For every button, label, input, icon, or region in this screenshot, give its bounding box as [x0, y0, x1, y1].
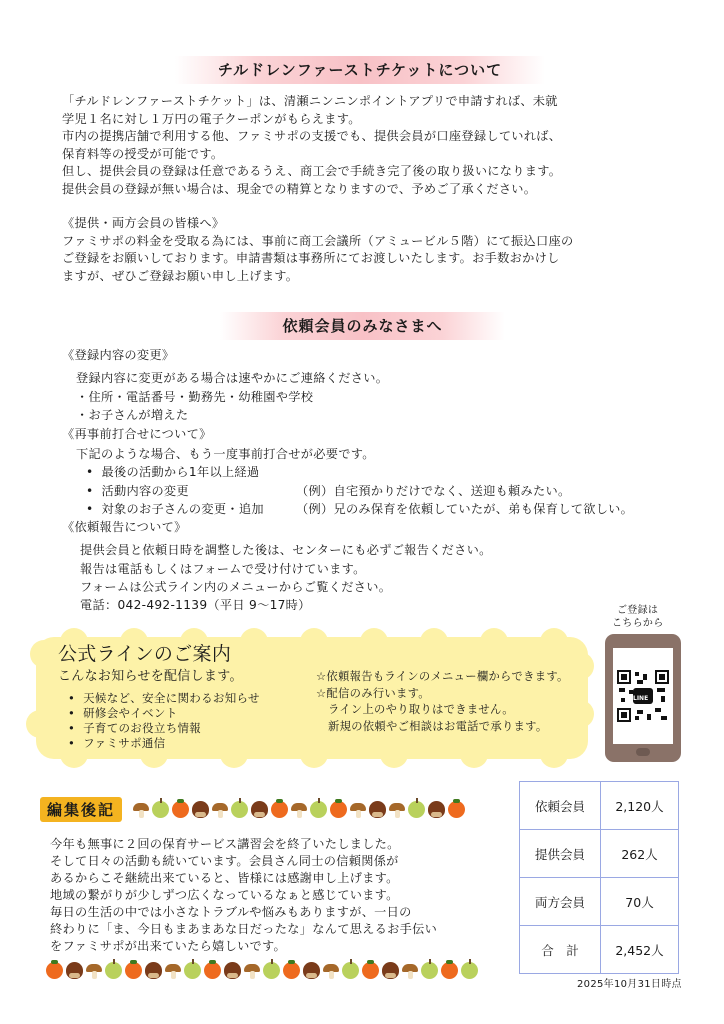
body-line: 保育料等の授受が可能です。: [62, 146, 224, 161]
pear-icon: [342, 962, 359, 979]
phone-qr-graphic: [605, 634, 681, 762]
member-type-label: 提供会員: [520, 830, 601, 878]
line-box-title: 公式ラインのご案内: [58, 643, 232, 665]
member-count-value: 2,120人: [601, 782, 679, 830]
report-line: フォームは公式ライン内のメニューからご覧ください。: [80, 580, 392, 594]
meeting-item: • 活動内容の変更: [86, 483, 189, 499]
mushroom-icon: [350, 801, 366, 818]
line-box-item: • 研修会やイベント: [68, 705, 178, 721]
table-row: [520, 878, 679, 926]
persimmon-icon: [204, 962, 221, 979]
meeting-heading: 《再事前打合せについて》: [62, 427, 212, 441]
report-phone: 電話：042-492-1139（平日 9～17時）: [80, 598, 311, 612]
afterword-line: あるからこそ継続出来ていると、皆様には感謝申し上げます。: [50, 871, 399, 885]
table-row: [520, 782, 679, 830]
chestnut-icon: [251, 801, 268, 818]
qr-caption: ご登録は: [617, 605, 659, 616]
line-box-item: • 天候など、安全に関わるお知らせ: [68, 690, 260, 706]
change-text: 登録内容に変更がある場合は速やかにご連絡ください。: [76, 371, 389, 385]
afterword-line: をファミサポが出来ていたら嬉しいです。: [50, 939, 287, 953]
section-title-children-first: チルドレンファーストチケットについて: [175, 56, 545, 84]
meeting-item-example: （例）自宅預かりだけでなく、送迎も頼みたい。: [296, 484, 571, 498]
member-count-value: 2,452人: [601, 926, 679, 974]
report-line: 提供会員と依頼日時を調整した後は、センターにも必ずご報告ください。: [80, 543, 492, 557]
mushroom-icon: [165, 962, 181, 979]
line-box-note: 新規の依頼やご相談はお電話で承ります。: [328, 720, 548, 733]
chestnut-icon: [369, 801, 386, 818]
body-line: 「チルドレンファーストチケット」は、清瀬ニンニンポイントアプリで申請すれば、未就: [62, 94, 558, 108]
afterword-line: 終わりに「ま、今日もまあまあな日だったな」なんて思えるお手伝い: [50, 922, 438, 936]
pear-icon: [421, 962, 438, 979]
pear-icon: [461, 962, 478, 979]
pear-icon: [231, 801, 248, 818]
section-title-requesting-members: 依頼会員のみなさまへ: [220, 312, 505, 340]
persimmon-icon: [271, 801, 288, 818]
table-row: [520, 830, 679, 878]
chestnut-icon: [428, 801, 445, 818]
pear-icon: [152, 801, 169, 818]
line-box-note: ☆配信のみ行います。: [316, 687, 430, 700]
mushroom-icon: [389, 801, 405, 818]
meeting-text: 下記のような場合、もう一度事前打合せが必要です。: [76, 447, 375, 461]
report-heading: 《依頼報告について》: [62, 520, 187, 534]
body-line: 但し、提供会員の登録は任意であるうえ、商工会で手続き完了後の取り扱いになります。: [62, 164, 562, 178]
note-line: ますが、ぜひご登録お願い申し上げます。: [62, 268, 299, 283]
mushroom-icon: [244, 962, 260, 979]
persimmon-icon: [362, 962, 379, 979]
persimmon-icon: [125, 962, 142, 979]
persimmon-icon: [283, 962, 300, 979]
children-first-body: [62, 93, 692, 285]
line-box-item: • ファミサポ通信: [68, 735, 165, 751]
member-count-table: [519, 781, 679, 974]
chestnut-icon: [192, 801, 209, 818]
chestnut-icon: [145, 962, 162, 979]
afterword-line: 地域の繋がりが少しずつ広くなっているなぁと感じています。: [50, 888, 399, 902]
table-row: [520, 926, 679, 974]
note-line: ご登録をお願いしております。申請書類は事務所にてお渡しいたします。お手数おかけし: [62, 251, 560, 265]
chestnut-icon: [303, 962, 320, 979]
member-type-label: 合 計: [520, 926, 601, 974]
member-count-as-of: 2025年10月31日時点: [577, 979, 682, 990]
body-line: 提供会員の登録が無い場合は、現金での精算となりますので、予めご了承ください。: [62, 181, 537, 196]
phone-button: [636, 748, 650, 756]
note-heading: 《提供・両方会員の皆様へ》: [62, 216, 225, 230]
qr-caption: こちらから: [612, 618, 664, 629]
line-box-note: ライン上のやり取りはできません。: [328, 703, 514, 716]
change-item: ・住所・電話番号・勤務先・幼稚園や学校: [76, 390, 314, 404]
chestnut-icon: [66, 962, 83, 979]
body-line: 学児１名に対し１万円の電子クーポンがもらえます。: [62, 111, 361, 126]
persimmon-icon: [441, 962, 458, 979]
mushroom-icon: [291, 801, 307, 818]
pear-icon: [105, 962, 122, 979]
mushroom-icon: [212, 801, 228, 818]
change-heading: 《登録内容の変更》: [62, 348, 175, 362]
fruit-decoration-bottom: [46, 962, 478, 979]
chestnut-icon: [382, 962, 399, 979]
pear-icon: [263, 962, 280, 979]
pear-icon: [184, 962, 201, 979]
afterword-line: そして日々の活動も続いています。会員さん同士の信頼関係が: [50, 854, 399, 868]
line-box-note: ☆依頼報告もラインのメニュー欄からできます。: [316, 670, 569, 683]
note-line: ファミサポの料金を受取る為には、事前に商工会議所（アミュービル５階）にて振込口座の: [62, 233, 574, 248]
report-line: 報告は電話もしくはフォームで受け付けています。: [80, 562, 366, 576]
pear-icon: [408, 801, 425, 818]
meeting-item: • 対象のお子さんの変更・追加: [86, 501, 264, 517]
line-box-item: • 子育てのお役立ち情報: [68, 720, 201, 736]
mushroom-icon: [323, 962, 339, 979]
afterword-line: 今年も無事に２回の保育サービス講習会を終了いたしました。: [50, 837, 400, 851]
change-item: ・お子さんが増えた: [76, 408, 189, 422]
body-line: 市内の提携店舗で利用する他、ファミサポの支援でも、提供会員が口座登録していれば、: [62, 129, 562, 143]
persimmon-icon: [448, 801, 465, 818]
meeting-item: • 最後の活動から1年以上経過: [86, 464, 259, 480]
qr-line-label: LINE: [633, 695, 649, 702]
mushroom-icon: [133, 801, 149, 818]
chestnut-icon: [224, 962, 241, 979]
line-box-subtitle: こんなお知らせを配信します。: [58, 669, 243, 684]
afterword-title: 編集後記: [40, 797, 122, 822]
member-count-value: 262人: [601, 830, 679, 878]
persimmon-icon: [172, 801, 189, 818]
mushroom-icon: [402, 962, 418, 979]
member-type-label: 依頼会員: [520, 782, 601, 830]
persimmon-icon: [46, 962, 63, 979]
afterword-line: 毎日の生活の中では小さなトラブルや悩みもありますが、一日の: [50, 905, 412, 919]
persimmon-icon: [330, 801, 347, 818]
meeting-item-example: （例）兄のみ保育を依頼していたが、弟も保育して欲しい。: [296, 502, 634, 516]
member-count-value: 70人: [601, 878, 679, 926]
pear-icon: [310, 801, 327, 818]
member-type-label: 両方会員: [520, 878, 601, 926]
fruit-decoration-top: [133, 801, 465, 818]
mushroom-icon: [86, 962, 102, 979]
